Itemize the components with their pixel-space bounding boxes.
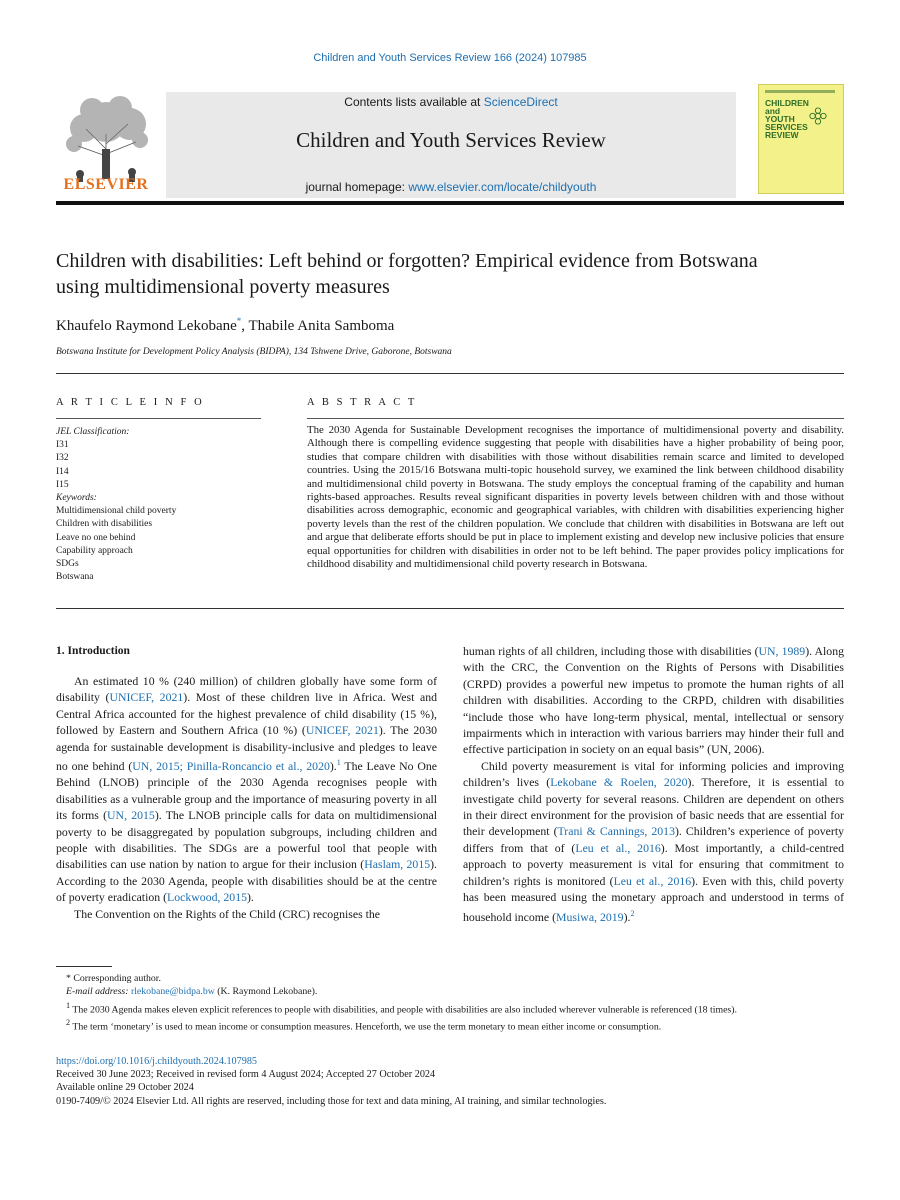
footnote-marker: 2 [66,1018,71,1028]
citation-link[interactable]: UNICEF, 2021 [305,723,379,738]
doi-link[interactable]: https://doi.org/10.1016/j.childyouth.2024.107985 [56,1056,258,1067]
footnote-divider [56,966,112,967]
copyright-notice: 0190-7409/© 2024 Elsevier Ltd. All rights are reserved, including those for text and data mining, AI training, and similar technologies. [56,1095,607,1107]
citation-link[interactable]: Musiwa, 2019 [556,909,624,924]
jel-label: JEL Classification: [56,427,130,437]
email-note [56,985,844,998]
contents-prefix: Contents lists available at [344,95,484,109]
keyword: Multidimensional child poverty [56,506,177,517]
footnote-text: The 2030 Agenda makes eleven explicit references to people with disabilities, and people with disabilities are also included wherever vulnerable is referenced (18 times). [72,1004,737,1016]
citation-link[interactable]: UN, 2015 [107,808,155,823]
email-label: E-mail address: [66,986,131,998]
corresponding-author-note: * Corresponding author. [66,973,161,984]
jel-code: I32 [56,453,69,464]
footnote-text: The term ‘monetary’ is used to mean income or consumption measures. Henceforth, we use the term monetary to mean either income or consumption. [72,1021,662,1033]
keyword: Leave no one behind [56,532,136,543]
keyword: Botswana [56,572,94,583]
cover-line: SERVICES [765,122,808,132]
contents-line [166,95,736,109]
journal-citation[interactable]: Children and Youth Services Review 166 (2024) 107985 [313,52,587,64]
cover-line: and [765,106,781,116]
sciencedirect-link[interactable]: ScienceDirect [483,95,558,109]
citation-link[interactable]: UNICEF, 2021 [109,690,184,705]
abstract-text: The 2030 Agenda for Sustainable Development recognises the importance of multidimensional poverty and disability. Although there is compelling evidence suggesting that people with disabilities have a higher probability of being poor, studies that compare children with disabilities with those without disabilities remain scarce and limited to developed countries. Using the 2015/16 Botswana multi-topic household survey, we examined the link between childhood disability and multidimensional child poverty in Botswana. The study employs the conceptual framing of the capability and human rights-based approaches. Results reveal significant disparities in poverty levels between children with and those without disabilities across demographic, economic and geographical variables, with children with disabilities experiencing higher poverty levels than the rest of the children population. We conclude that children with disabilities in Botswana are left out and argue that deliberate efforts should be put in place to implement existing and develop new inclusive policies that ensure equal opportunities for children with disabilities in order not to be left behind. The paper provides policy implications for childhood disability and multidimensional child poverty research in Botswana. [307,424,844,571]
corresponding-author-mark[interactable]: * [236,316,242,326]
citation-link[interactable]: Trani & Cannings, 2013 [557,824,675,839]
abstract-heading: A B S T R A C T [307,397,417,408]
citation-link[interactable]: UN, 2015; Pinilla-Roncancio et al., 2020 [132,758,330,773]
article-title: Children with disabilities: Left behind or forgotten? Empirical evidence from Botswana using multidimensional poverty measures [56,250,758,298]
jel-code: I14 [56,466,69,477]
cover-line: CHILDREN [765,98,809,108]
citation-link[interactable]: UN, 1989 [758,644,806,658]
article-metadata [56,1055,844,1108]
body-paragraph: The Convention on the Rights of the Child (CRC) recognises the [74,906,381,921]
article-info-panel [56,426,266,584]
citation-link[interactable]: Lockwood, 2015 [167,890,247,905]
author-affiliation: Botswana Institute for Development Policy Analysis (BIDPA), 134 Tshwene Drive, Gaborone, Botswana [56,347,452,357]
body-paragraph: An estimated 10 % (240 million) of children globally have some form of disability (UNICEF, 2021). Most of these children live in Africa. West and Central Africa accounted for the highest prevalence of child disability (15 %), followed by Eastern and Southern Africa (10 %) (UNICEF, 2021). The 2030 agenda for sustainable development is disability-inclusive and pledges to leave no one behind (UN, 2015; Pinilla-Roncancio et al., 2020).$^1$ The Leave No One Behind (LNOB) principle of the 2030 Agenda recognises people with disabilities as a vulnerable group and the importance of measuring poverty in all its forms (UN, 2015). The LNOB principle calls for data on multidimensional poverty to be disaggregated by population subgroups, including children and people with disabilities. The SDGs are a powerful tool that people with disabilities can use nation by nation to argue for their inclusion (Haslam, 2015). According to the 2030 Agenda, people with disabilities should be at the centre of poverty eradication (Lockwood, 2015). [56,674,438,905]
section-heading: 1. Introduction [56,645,130,657]
body-paragraph: human rights of all children, including those with disabilities (UN, 1989). Along with the CRC, the Convention on the Rights of Persons with Disabilities (CRPD) provides a powerful new impetus to promote the human rights of all children with disabilities. According to the CRPD, children with disabilities “include those who have long-term physical, mental, intellectual or sensory impairments which in interaction with various barriers may hinder their full and effective participation in society on an equal basis” (UN, 2006). [463,644,844,757]
author-separator: , [241,318,249,334]
cover-bar [765,90,835,93]
citation-link[interactable]: Lekobane & Roelen, 2020 [550,775,688,790]
citation-link[interactable]: Leu et al., 2016 [575,840,661,855]
jel-code: I15 [56,479,69,490]
author-name[interactable]: Khaufelo Raymond Lekobane [56,318,237,334]
cover-title [765,99,809,139]
article-info-heading: A R T I C L E I N F O [56,397,205,408]
title-divider [56,373,844,374]
cover-line: YOUTH [765,114,795,124]
homepage-line [166,180,736,194]
cover-line: REVIEW [765,130,799,140]
author-list [56,316,394,335]
keywords-label: Keywords: [56,493,97,504]
journal-banner [166,92,736,198]
citation-link[interactable]: Haslam, 2015 [364,857,431,872]
footnote-marker: 1 [66,1000,71,1010]
citation-link[interactable]: Leu et al., 2016 [613,873,692,888]
received-dates: Received 30 June 2023; Received in revised form 4 August 2024; Accepted 27 October 2024 [56,1069,436,1081]
homepage-prefix: journal homepage: [305,180,409,194]
email-suffix: (K. Raymond Lekobane). [214,986,318,998]
article-info-divider [56,418,261,419]
journal-header [56,84,844,204]
footnote-2 [56,1016,844,1034]
footnotes [56,972,844,1034]
footnote-ref[interactable]: 2 [630,908,635,918]
jel-code: I31 [56,440,69,451]
journal-homepage-link[interactable]: www.elsevier.com/locate/childyouth [408,180,597,194]
body-column-left [56,673,437,922]
abstract-divider [307,418,844,419]
footnote-1 [56,999,844,1017]
footnote-ref[interactable]: 1 [336,758,341,768]
keyword: SDGs [56,559,79,570]
body-paragraph: Child poverty measurement is vital for informing policies and improving children’s lives (Lekobane & Roelen, 2020). Therefore, it is essential to investigate child poverty for several reasons. Children are dependent on others in their direct environment for the provision of basic needs that are essential for their development (Trani & Cannings, 2013). Children’s experience of poverty differs from that of (Leu et al., 2016). Most importantly, a child-centred approach to poverty measurement is vital for ensuring that commitment to children’s rights is monitored (Leu et al., 2016). Even with this, child poverty has been measured using the monetary approach and understood in terms of household income (Musiwa, 2019).$^2$ [463,758,845,924]
cover-flower-icon [809,107,827,125]
author-name[interactable]: Thabile Anita Samboma [248,318,395,334]
available-online: Available online 29 October 2024 [56,1082,194,1094]
journal-title: Children and Youth Services Review [296,128,606,152]
journal-cover-thumbnail[interactable] [758,84,844,194]
keyword: Capability approach [56,545,133,556]
keyword: Children with disabilities [56,519,153,530]
elsevier-wordmark: ELSEVIER [63,176,149,193]
abstract-bottom-divider [56,608,844,609]
body-column-right [463,643,844,925]
author-email-link[interactable]: rlekobane@bidpa.bw [130,986,215,998]
header-divider [56,201,844,205]
